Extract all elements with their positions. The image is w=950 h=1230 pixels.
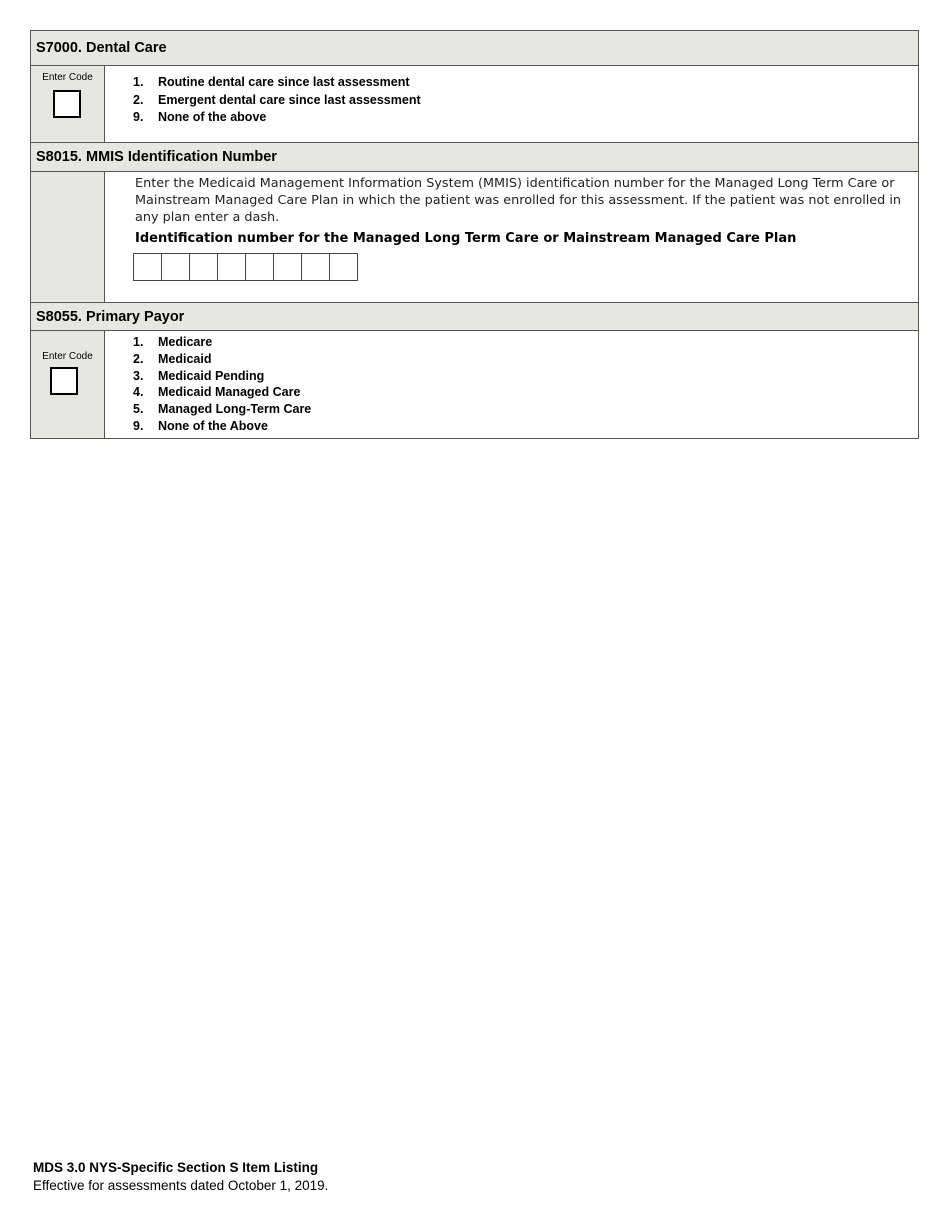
section-header-s8055 <box>31 303 918 331</box>
section-body-s8055 <box>31 331 918 438</box>
option-item <box>133 418 311 435</box>
option-number: 3. <box>133 368 144 383</box>
mmis-id-digit-box[interactable] <box>162 254 190 280</box>
option-number: 9. <box>133 110 144 124</box>
option-item <box>133 351 311 368</box>
option-item <box>133 401 311 418</box>
options-cell-s8055 <box>105 331 918 438</box>
footer-title: MDS 3.0 NYS-Specific Section S Item Listing <box>33 1160 319 1175</box>
option-item <box>133 109 421 127</box>
enter-code-label: Enter Code <box>42 351 93 362</box>
mmis-id-label: Identification number for the Managed Long Term Care or Mainstream Managed Care Plan <box>135 231 797 246</box>
section-header-s8015 <box>31 143 918 172</box>
mmis-id-entry <box>133 253 358 281</box>
mmis-description: Enter the Medicaid Management Information System (MMIS) identification number for the Managed Long Term Care or Mainstream Managed Care Plan in which the patient was enrolled for this assessment. If the patient was not enrolled in any plan enter a dash. <box>135 176 902 225</box>
footer-subtitle: Effective for assessments dated October 1, 2019. <box>33 1178 329 1193</box>
section-title-s8055: S8055. Primary Payor <box>36 308 185 325</box>
option-list-s8055 <box>133 334 311 435</box>
section-title-s7000: S7000. Dental Care <box>36 40 167 56</box>
option-number: 2. <box>133 351 144 366</box>
code-entry-box-s7000[interactable] <box>53 90 81 118</box>
mmis-id-digit-box[interactable] <box>302 254 330 280</box>
option-label: Medicaid Managed Care <box>158 385 301 400</box>
option-number: 5. <box>133 402 144 417</box>
option-label: Emergent dental care since last assessment <box>158 92 421 107</box>
section-body-s8015 <box>31 172 918 303</box>
option-number: 1. <box>133 75 144 89</box>
option-item <box>133 384 311 401</box>
mmis-id-digit-box[interactable] <box>134 254 162 280</box>
option-number: 4. <box>133 385 144 400</box>
option-item <box>133 334 311 351</box>
option-label: None of the Above <box>158 418 268 433</box>
option-item <box>133 92 421 110</box>
mmis-id-digit-box[interactable] <box>246 254 274 280</box>
blank-cell-s8015 <box>31 172 105 302</box>
mds-form <box>30 30 919 439</box>
option-number: 1. <box>133 335 144 349</box>
mmis-cell-s8015 <box>105 172 918 302</box>
mmis-id-digit-box[interactable] <box>330 254 357 280</box>
enter-code-cell-s8055 <box>31 331 105 438</box>
option-number: 9. <box>133 418 144 433</box>
option-label: Medicare <box>158 335 213 349</box>
section-title-s8015: S8015. MMIS Identification Number <box>36 149 277 165</box>
mmis-id-digit-box[interactable] <box>218 254 246 280</box>
options-cell-s7000 <box>105 66 918 142</box>
option-number: 2. <box>133 92 144 107</box>
enter-code-label: Enter Code <box>42 72 93 83</box>
option-label: Medicaid Pending <box>158 368 265 383</box>
section-header-s7000 <box>31 31 918 66</box>
option-label: Routine dental care since last assessment <box>158 75 410 89</box>
option-label: Managed Long-Term Care <box>158 402 312 417</box>
page-footer <box>33 1160 328 1193</box>
enter-code-cell-s7000 <box>31 66 105 142</box>
option-list-s7000 <box>133 74 421 127</box>
option-label: None of the above <box>158 110 267 124</box>
option-item <box>133 368 311 385</box>
section-body-s7000 <box>31 66 918 143</box>
option-item <box>133 74 421 92</box>
code-entry-box-s8055[interactable] <box>50 367 78 395</box>
option-label: Medicaid <box>158 351 212 366</box>
mmis-id-digit-box[interactable] <box>190 254 218 280</box>
mmis-id-digit-box[interactable] <box>274 254 302 280</box>
